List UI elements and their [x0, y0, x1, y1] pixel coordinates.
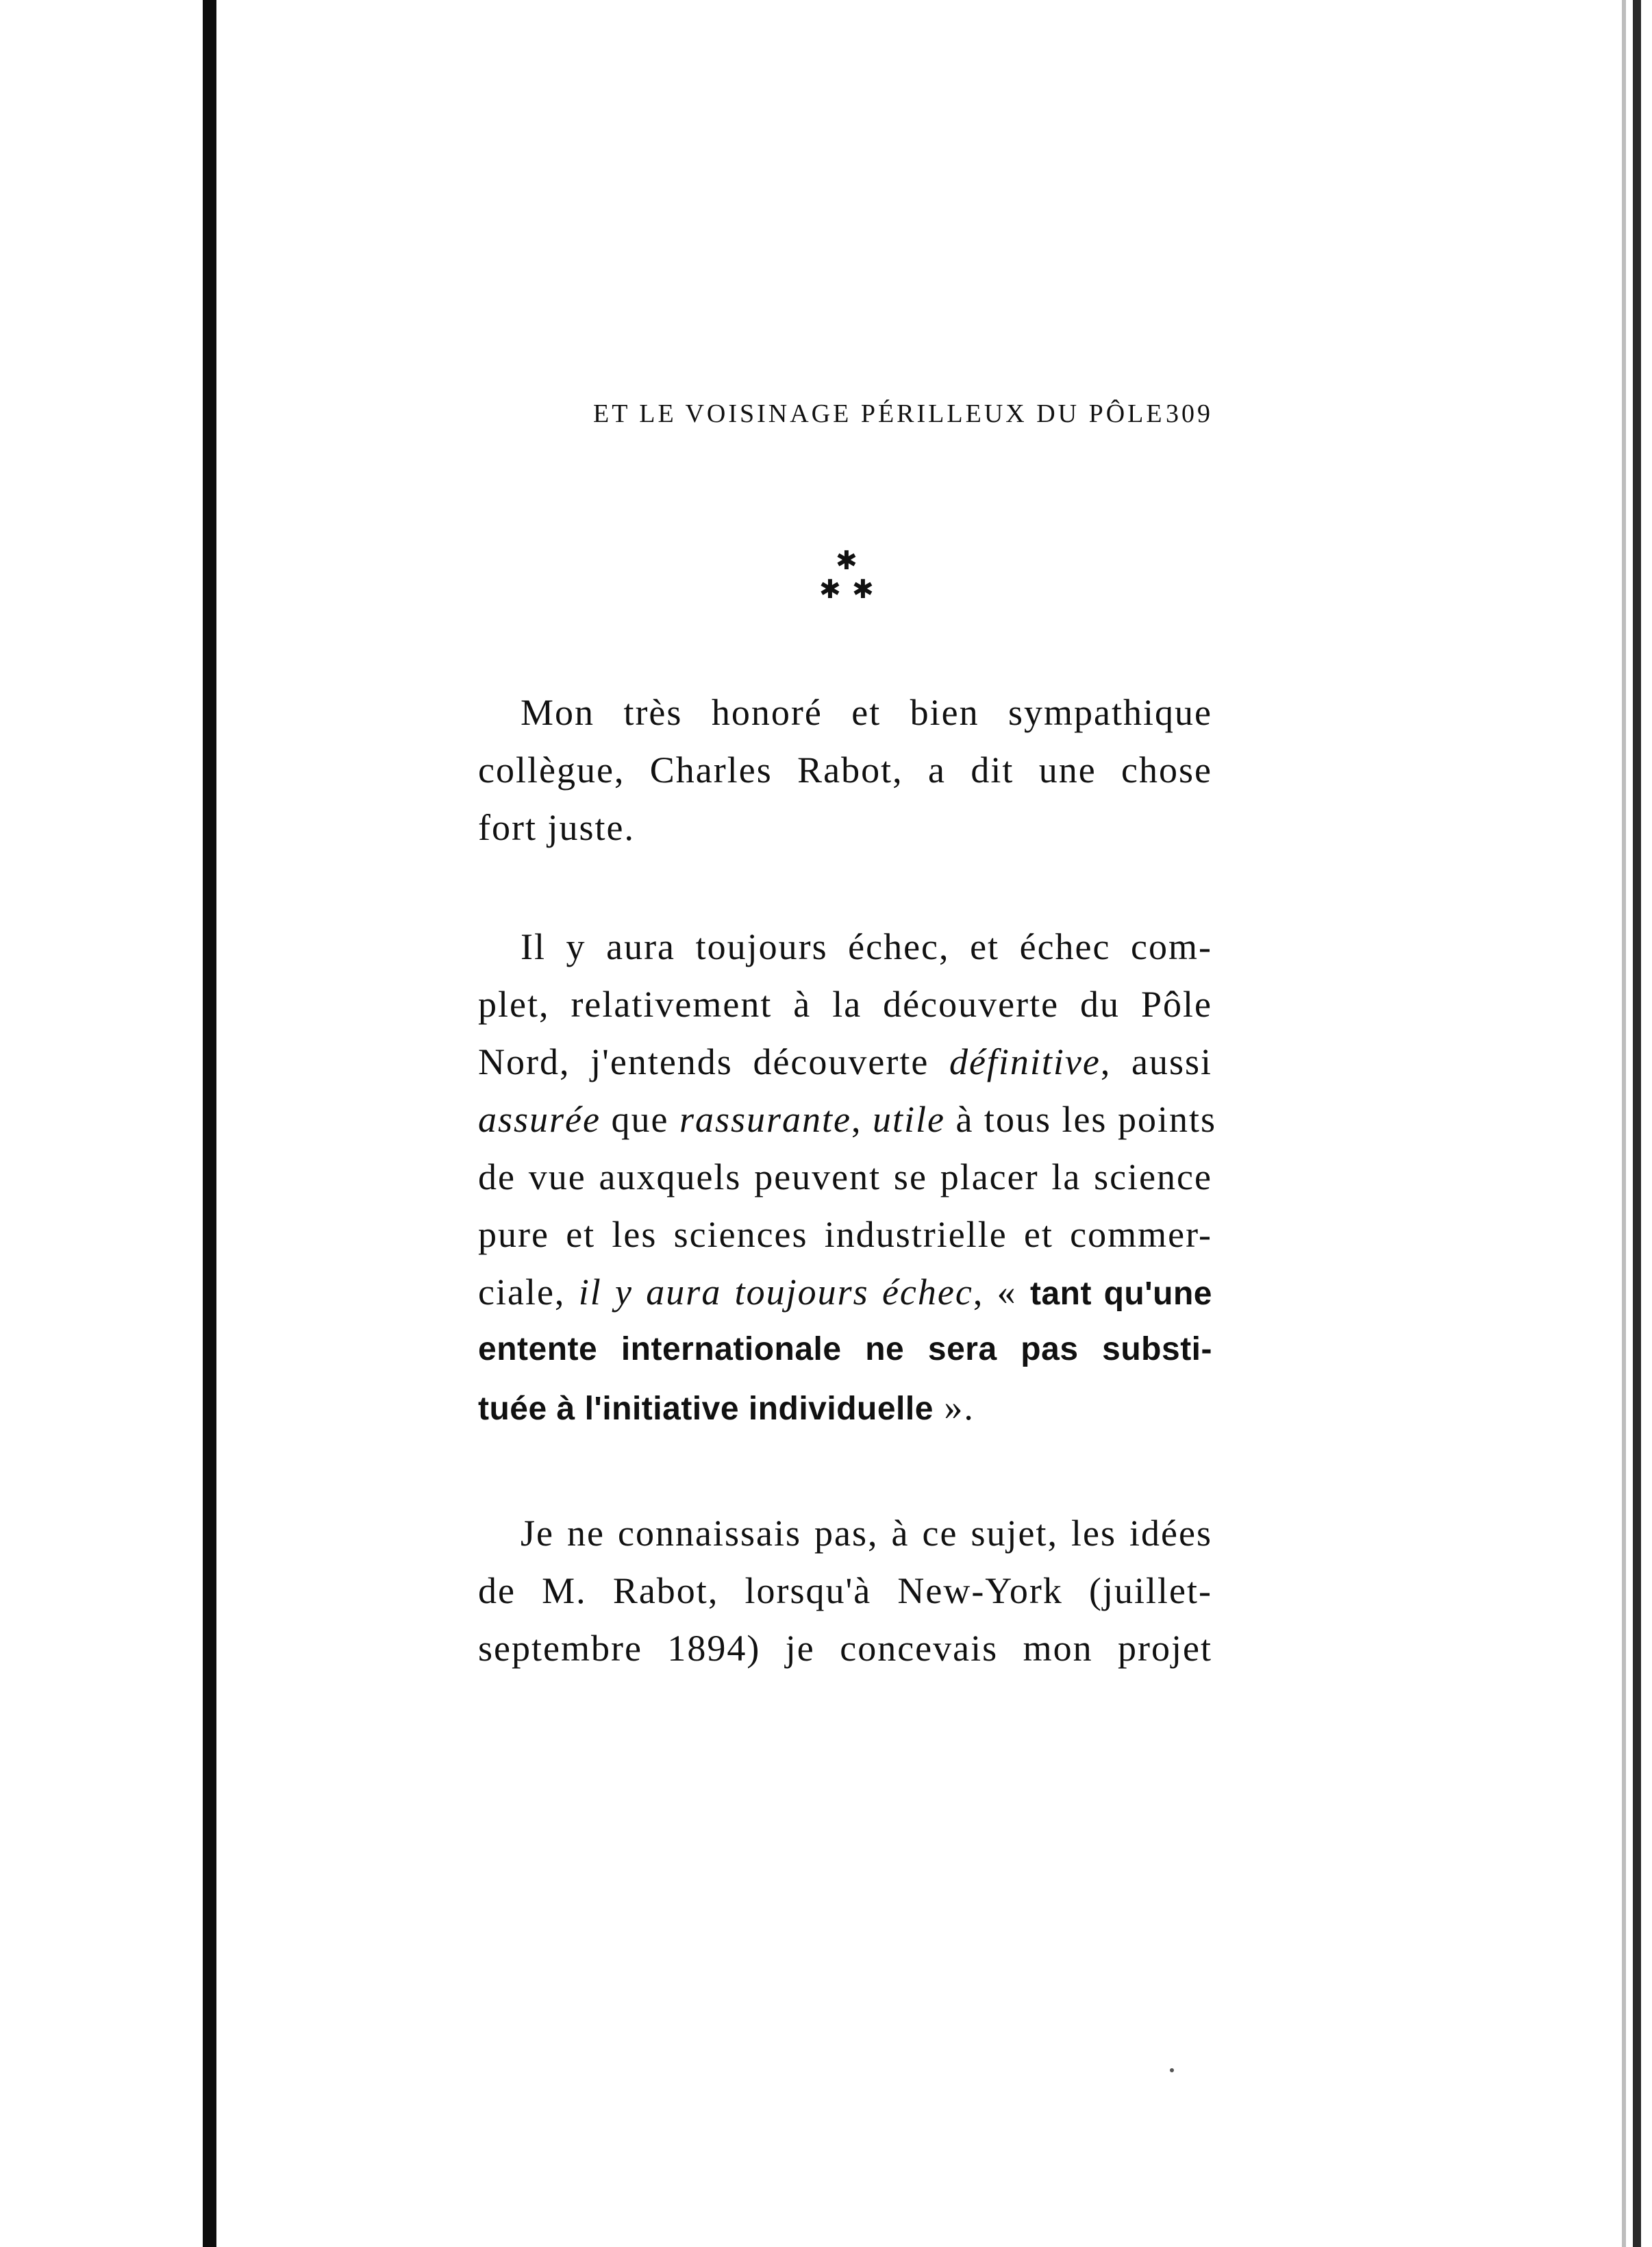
text-run: , «: [973, 1271, 1030, 1313]
paragraph-2-line-bold: entente internationale ne sera pas substi-: [478, 1331, 1212, 1367]
asterism-ornament: [808, 548, 890, 617]
paragraph-2-line: plet, relativement à la découverte du Pôle: [478, 984, 1212, 1025]
italic-emphasis: utile: [872, 1099, 945, 1140]
paragraph-2-line: de vue auxquels peuvent se placer la science: [478, 1156, 1212, 1197]
paragraph-1-line: fort juste.: [478, 807, 635, 848]
italic-emphasis: assurée: [478, 1099, 601, 1140]
text-run: , aussi: [1100, 1041, 1212, 1082]
asterisk-icon: ✱: [852, 575, 874, 604]
paragraph-1-line: Mon très honoré et bien sympathique: [521, 692, 1212, 733]
running-head: [593, 393, 1213, 434]
asterisk-icon: ✱: [819, 575, 841, 604]
bold-quotation: tant qu'une: [1029, 1276, 1212, 1312]
paragraph-2-line: [478, 1029, 1212, 1095]
left-margin-rule: [203, 0, 216, 2247]
paragraph-1-line: collègue, Charles Rabot, a dit une chose: [478, 749, 1212, 791]
paragraph-2-line: Il y aura toujours échec, et échec com-: [521, 926, 1212, 967]
paragraph-2-line: [478, 1259, 1212, 1325]
bold-quotation: tuée à l'initiative individuelle: [478, 1391, 934, 1427]
paragraph-3-line: de M. Rabot, lorsqu'à New-York (juillet-: [478, 1570, 1212, 1611]
text-run: ciale,: [478, 1271, 579, 1313]
right-edge-shadow: [1622, 0, 1626, 2247]
paper-speck: [1170, 2068, 1174, 2072]
asterisk-icon: ✱: [836, 547, 858, 575]
italic-emphasis: il y aura toujours échec: [578, 1271, 973, 1313]
paragraph-2-line: pure et les sciences industrielle et commer-: [478, 1214, 1212, 1255]
text-run: à tous les points: [944, 1099, 1216, 1140]
right-margin-rule: [1633, 0, 1641, 2247]
text-run: ,: [851, 1099, 873, 1140]
paragraph-3-line: septembre 1894) je concevais mon projet: [478, 1628, 1212, 1669]
page-number: 309: [1166, 399, 1213, 428]
text-run: ».: [933, 1387, 975, 1428]
paragraph-3-line: Je ne connaissais pas, à ce sujet, les idées: [521, 1513, 1212, 1554]
text-run: que: [600, 1099, 679, 1140]
text-run: Nord, j'entends découverte: [478, 1041, 949, 1082]
paragraph-2-line: [478, 1087, 1216, 1152]
italic-emphasis: rassurante: [679, 1099, 851, 1140]
running-title: ET LE VOISINAGE PÉRILLEUX DU PÔLE: [593, 399, 1165, 428]
italic-emphasis: définitive: [949, 1041, 1101, 1082]
paragraph-2-line: [478, 1374, 1212, 1440]
